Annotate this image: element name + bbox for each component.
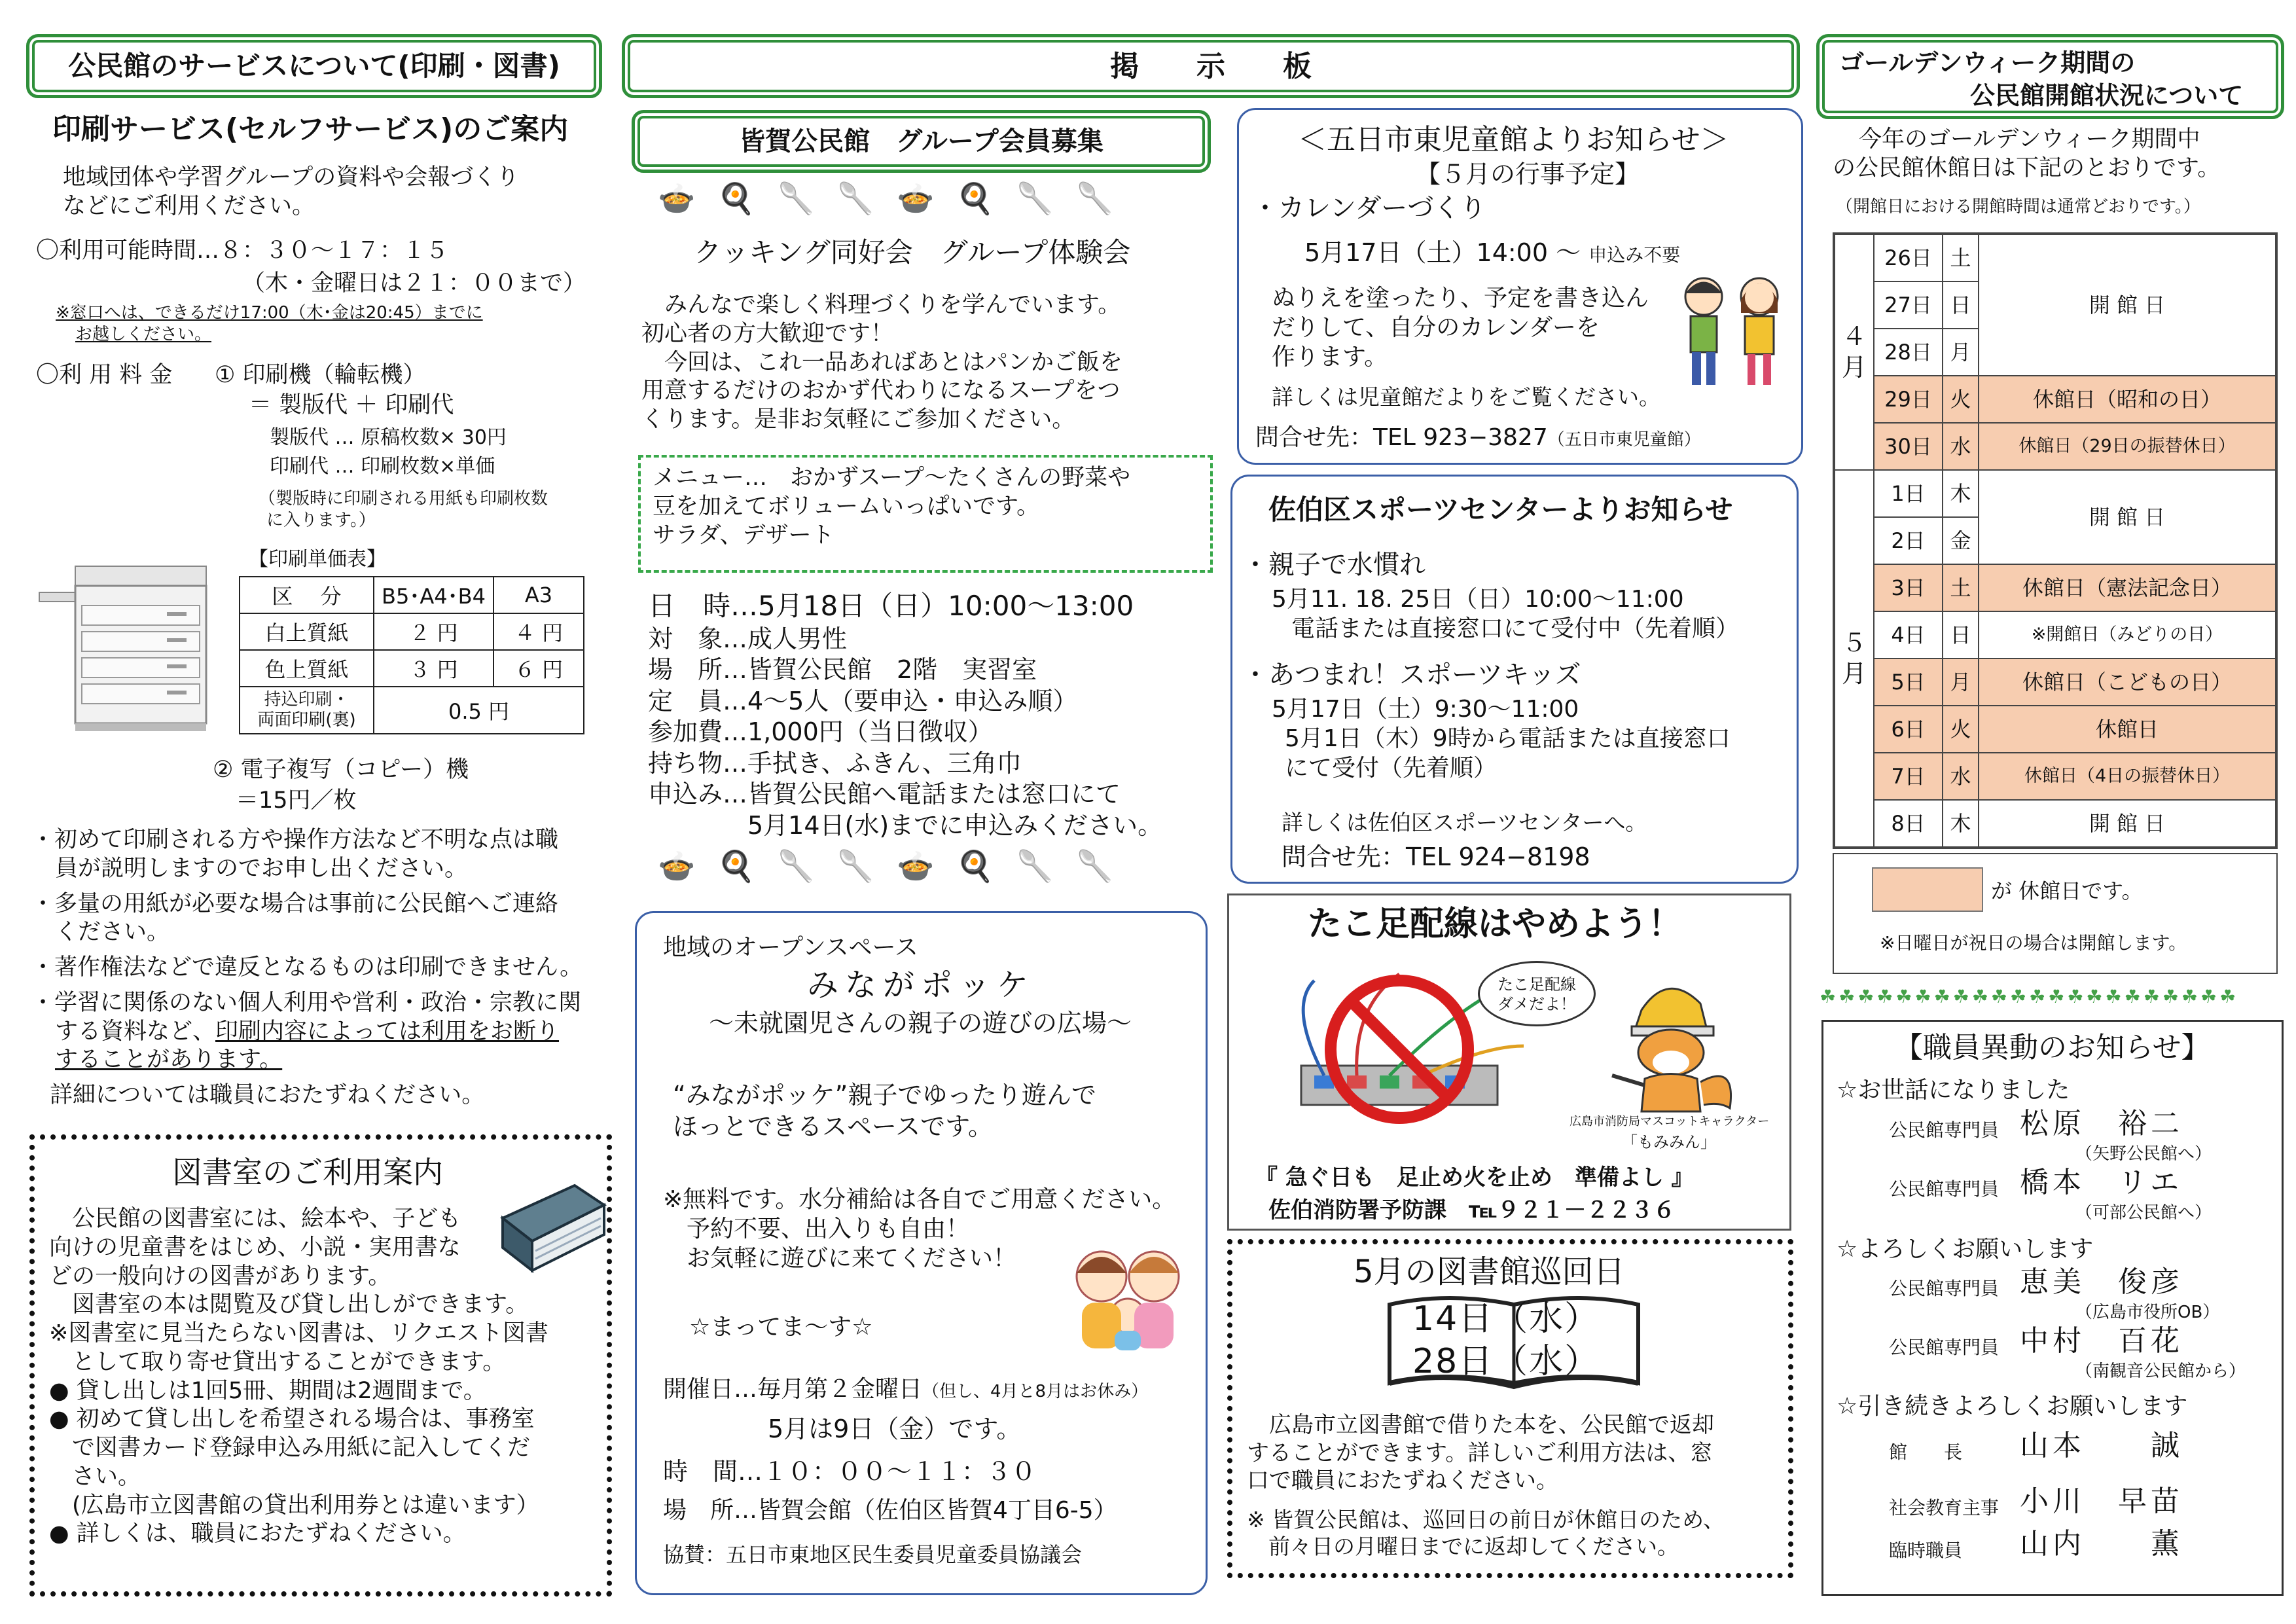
calendar-weekday: 木: [1943, 800, 1979, 847]
calendar-status: 休館日（29日の振替休日）: [1979, 423, 2276, 470]
left-header: 公民館のサービスについて(印刷・図書): [26, 34, 602, 98]
open-space-box: [635, 911, 1208, 1595]
staff-note: （可部公民館へ）: [2075, 1203, 2212, 1223]
bullet-line: することがあります。: [55, 1047, 283, 1074]
fee-item2: ② 電子複写（コピー）機: [213, 757, 469, 783]
calendar-date: 2日: [1874, 517, 1943, 564]
calendar-date: 8日: [1874, 800, 1943, 847]
free-line: ※無料です。水分補給は各自でご用意ください。: [663, 1186, 1176, 1213]
price-header-cell: B5･A4･B4: [374, 577, 493, 613]
price-cell: ４ 円: [493, 613, 584, 650]
table-row: [240, 687, 584, 734]
print-intro: [39, 164, 602, 221]
calendar-time-text: 5月17日（土）14:00 ～: [1304, 238, 1581, 267]
cooking-details: [648, 589, 1162, 841]
calendar-desc: [1272, 283, 1649, 372]
sports-ev1: ・親子で水慣れ: [1242, 550, 1426, 580]
spatula-icon: 🥄: [777, 181, 815, 216]
sports-detail: 詳しくは佐伯区スポーツセンターへ。: [1282, 810, 1647, 835]
detail-line: 場 所…皆賀公民館 2階 実習室: [648, 655, 1037, 684]
staff-entry: [1823, 1323, 2183, 1359]
calendar-status: ※開館日（みどりの日）: [1979, 611, 2276, 659]
staff-role: 公民館専門員: [1889, 1337, 2000, 1358]
tour-line: 広島市立図書館で借りた本を、公民館で返却: [1247, 1412, 1714, 1438]
table-row: [1835, 800, 2276, 847]
open-space-name: みながポッケ: [807, 967, 1035, 1003]
sports-line: にて受付（先着順）: [1285, 755, 1498, 782]
library-line: 向けの児童書をはじめ、小説・実用書な: [49, 1234, 461, 1261]
staff-role: 館 長: [1889, 1441, 1963, 1463]
calendar-status: 休館日（昭和の日）: [1979, 376, 2276, 423]
cooking-icons-bottom: [658, 848, 1113, 886]
library-line: さい。: [49, 1463, 141, 1490]
legend-box: [1833, 853, 2278, 974]
hours-note-line: ※窓口へは、できるだけ17:00（木･金は20:45）までに: [56, 303, 483, 323]
calendar-date: 30日: [1874, 423, 1943, 470]
library-line: 図書室の本は閲覧及び貸し出しができます。: [49, 1291, 529, 1318]
table-row: [1835, 706, 2276, 753]
mascot-name: 「もみみん」: [1622, 1133, 1716, 1151]
bullet-line: ください。: [55, 919, 170, 946]
staff-role: 臨時職員: [1889, 1540, 1963, 1561]
table-row: [1835, 753, 2276, 800]
pan-icon: 🍳: [717, 848, 755, 884]
gw-intro: [1833, 126, 2220, 183]
table-row: [1835, 423, 2276, 470]
sports-line: 5月1日（木）9時から電話または直接窓口: [1285, 725, 1731, 752]
bullet-text-underlined: 印刷内容によっては利用をお断り: [215, 1018, 560, 1045]
calendar-weekday: 土: [1943, 564, 1979, 611]
fee-print: 印刷代 … 印刷枚数×単価: [270, 455, 495, 478]
tour-line: することができます。詳しいご利用方法は、窓: [1247, 1439, 1713, 1466]
staff-note: （広島市役所OB）: [2075, 1303, 2220, 1322]
mascot-caption: 広島市消防局マスコットキャラクター: [1570, 1115, 1770, 1128]
month-label-char: ４: [1841, 321, 1867, 351]
staff-note: （南観音公民館から）: [2075, 1362, 2246, 1381]
calendar-desc-line: だりして、自分のカレンダーを: [1272, 314, 1600, 341]
staff-sec1: ☆お世話になりました: [1837, 1077, 2070, 1104]
calendar-date: 29日: [1874, 376, 1943, 423]
menu-line: サラダ、デザート: [653, 522, 834, 549]
sports-line: 5月11. 18. 25日（日）10:00～11:00: [1272, 586, 1684, 613]
sponsor-line: 協賛：五日市東地区民生委員児童委員協議会: [663, 1542, 1083, 1567]
staff-name: 山本 誠: [2020, 1429, 2183, 1462]
details-line: 詳細については職員におたずねください。: [50, 1082, 485, 1108]
board-header: 掲 示 板: [622, 34, 1800, 98]
calendar-status: 休館日: [1979, 706, 2276, 753]
sports-title: 佐伯区スポーツセンターよりお知らせ: [1268, 494, 1733, 526]
calendar-date: 3日: [1874, 564, 1943, 611]
price-last-label: 両面印刷(裏): [257, 710, 356, 731]
cooking-line: くります。是非お気軽にご参加ください。: [641, 406, 1075, 433]
calendar-weekday: 金: [1943, 517, 1979, 564]
staff-name: 中村 百花: [2020, 1324, 2183, 1358]
price-table-title: 【印刷単価表】: [249, 548, 386, 571]
bullet-line: ・著作権法などで違反となるものは印刷できません。: [31, 954, 583, 981]
mascot-momimin-icon: [1596, 964, 1746, 1115]
children-contact: [1255, 423, 1701, 452]
calendar-weekday: 日: [1943, 611, 1979, 659]
library-line: ● 貸し出しは1回5冊、期間は2週間まで。: [49, 1377, 486, 1404]
price-header-cell: A3: [493, 577, 584, 613]
price-table: [239, 576, 584, 734]
ladle-icon: 🥄: [836, 181, 875, 216]
held-note: （但し、4月と8月はお休み）: [922, 1382, 1149, 1401]
fee-plate: 製版代 … 原稿枚数× 30円: [270, 426, 507, 449]
calendar-status: 開 館 日: [1979, 800, 2276, 847]
calendar-status: 休館日（こどもの日）: [1979, 659, 2276, 706]
tour-day: 14日（水）: [1412, 1299, 1600, 1339]
library-box: [29, 1134, 612, 1597]
sports-line: 5月17日（土）9:30～11:00: [1272, 696, 1579, 723]
sports-ev2: ・あつまれ！スポーツキッズ: [1242, 660, 1581, 690]
library-line: として取り寄せ貸出することができます。: [49, 1348, 506, 1375]
price-cell: 色上質紙: [240, 650, 374, 687]
fee-item2-price: ＝15円／枚: [236, 787, 357, 814]
spatula-icon: 🥄: [777, 848, 815, 884]
pan-icon: 🍳: [956, 848, 994, 884]
calendar-weekday: 火: [1943, 376, 1979, 423]
price-cell: ２ 円: [374, 613, 493, 650]
calendar-weekday: 月: [1943, 659, 1979, 706]
children-detail: 詳しくは児童館だよりをご覧ください。: [1272, 384, 1660, 410]
bullet-line: 員が説明しますのでお申し出ください。: [55, 855, 468, 882]
library-tour-text: [1247, 1411, 1714, 1495]
desc-line: “みながポッケ”親子でゆったり遊んで: [673, 1081, 1096, 1110]
calendar-time: [1304, 238, 1680, 269]
spatula-icon: 🥄: [1016, 181, 1054, 216]
time-line: 時 間…１０：００～１１：３０: [663, 1457, 1037, 1486]
children-illustration: [1674, 264, 1792, 395]
print-bullets: [31, 826, 607, 1110]
month-label-char: 月: [1841, 659, 1867, 688]
bubble-line: たこ足配線: [1498, 975, 1576, 994]
library-line: (広島市立図書館の貸出利用券とは違います）: [49, 1492, 539, 1519]
calendar-weekday: 水: [1943, 753, 1979, 800]
library-tour-note: [1247, 1506, 1725, 1561]
detail-line: 申込み…皆賀公民館へ電話または窓口にて: [648, 780, 1121, 808]
spatula-icon: 🥄: [1016, 848, 1054, 884]
group-title: 皆賀公民館 グループ会員募集: [632, 110, 1211, 173]
calendar-date: 5日: [1874, 659, 1943, 706]
staff-name: 橋本 リエ: [2020, 1166, 2183, 1199]
calendar-date: 6日: [1874, 706, 1943, 753]
table-row: [1835, 376, 2276, 423]
calendar-date: 1日: [1874, 470, 1943, 517]
bullet-text: する資料など、: [55, 1018, 216, 1045]
hours-line: 〇利用可能時間…８：３０～１７：１５: [36, 238, 449, 264]
pan-icon: 🍳: [717, 181, 755, 216]
pot-icon: 🍲: [897, 181, 935, 216]
bullet-line: ・多量の用紙が必要な場合は事前に公民館へご連絡: [31, 890, 559, 917]
print-service-title: 印刷サービス(セルフサービス)のご案内: [52, 113, 569, 146]
staff-entry: [1823, 1483, 2183, 1519]
fee-item1: ① 印刷機（輪転機）: [215, 362, 426, 388]
sports-contact: 問合せ先：TEL 924−8198: [1282, 842, 1590, 871]
detail-line: 持ち物…手拭き、ふきん、三角巾: [648, 748, 1022, 778]
calendar-weekday: 月: [1943, 329, 1979, 376]
clover-divider: ☘☘☘☘☘☘☘☘☘☘☘☘☘☘☘☘☘☘☘☘☘☘: [1820, 986, 2239, 1007]
calendar-weekday: 木: [1943, 470, 1979, 517]
intro-line: などにご利用ください。: [63, 192, 315, 219]
gw-header: [1816, 34, 2284, 119]
fire-slogan: 『 急ぐ日も 足止め火を止め 準備よし 』: [1255, 1164, 1694, 1191]
staff-name: 恵美 俊彦: [2020, 1265, 2183, 1299]
staff-entry: [1823, 1106, 2183, 1142]
mother-child-illustration: [1062, 1240, 1193, 1352]
library-line: ※図書室に見当たらない図書は、リクエスト図書: [49, 1320, 548, 1346]
calendar-table: [1834, 234, 2276, 848]
month-label: [1835, 470, 1874, 847]
hours-note-line: お越しください。: [75, 324, 212, 344]
calendar-weekday: 水: [1943, 423, 1979, 470]
fee-note-line: に入ります。）: [266, 510, 376, 530]
detail-line: 参加費…1,000円（当日徴収）: [648, 717, 993, 746]
cooking-title: クッキング同好会 グループ体験会: [694, 236, 1131, 268]
price-cell: 白上質紙: [240, 613, 374, 650]
staff-role: 公民館専門員: [1889, 1278, 2000, 1299]
price-header-row: [240, 577, 584, 613]
calendar-date: 7日: [1874, 753, 1943, 800]
calendar-status: 開 館 日: [1979, 470, 2276, 564]
library-line: ● 初めて貸し出しを希望される場合は、事務室: [49, 1406, 535, 1433]
table-row: [1835, 564, 2276, 611]
desc-line: ほっとできるスペースです。: [673, 1111, 994, 1141]
staff-role: 公民館専門員: [1889, 1178, 2000, 1200]
free-line: 予約不要、出入りも自由！: [663, 1216, 970, 1242]
gw-calendar: [1833, 232, 2278, 849]
pot-icon: 🍲: [658, 181, 696, 216]
cooking-line: 今回は、これ一品あればあとはパンかご飯を: [641, 349, 1123, 376]
detail-line: 対 象…成人男性: [648, 624, 848, 653]
ladle-icon: 🥄: [836, 848, 875, 884]
table-row: [1835, 470, 2276, 517]
held-may: 5月は9日（金）です。: [768, 1415, 1022, 1443]
staff-entry: [1823, 1428, 2183, 1464]
gw-header-line: ゴールデンウィーク期間の: [1839, 48, 2136, 77]
library-line: で図書カード登録申込み用紙に記入してくだ: [49, 1435, 531, 1461]
ladle-icon: 🥄: [1075, 181, 1114, 216]
table-row: [240, 650, 584, 687]
library-tour-days: [1412, 1298, 1600, 1383]
price-cell: [240, 687, 374, 734]
legend-note: ※日曜日が祝日の場合は開館します。: [1880, 932, 2187, 954]
intro-line: 地域団体や学習グループの資料や会報づくり: [63, 164, 520, 190]
children-center-box: [1237, 108, 1803, 465]
fee-note: [259, 488, 548, 531]
open-space-desc: [673, 1080, 1096, 1142]
pan-icon: 🍳: [956, 181, 994, 216]
calendar-nores: 申込み不要: [1588, 244, 1681, 266]
staff-name: 松原 裕二: [2020, 1107, 2183, 1140]
tour-note-line: 前々日の月曜日までに返却してください。: [1247, 1534, 1679, 1560]
tako-title: たこ足配線はやめよう！: [1308, 905, 1683, 944]
month-label-char: ５: [1841, 628, 1867, 657]
calendar-status: 開 館 日: [1979, 234, 2276, 376]
menu-line: メニュー… おかずスープ～たくさんの野菜や: [653, 465, 1131, 491]
bullet-line: ・学習に関係のない個人利用や営利・政治・宗教に関: [31, 989, 582, 1016]
gw-intro-line: の公民館休館日は下記のとおりです。: [1833, 154, 2221, 181]
library-text: [49, 1205, 548, 1549]
price-cell: ６ 円: [493, 650, 584, 687]
cooking-icons-top: [658, 180, 1113, 218]
calendar-status: 休館日（憲法記念日）: [1979, 564, 2276, 611]
held-line: [663, 1375, 1148, 1404]
calendar-desc-line: 作ります。: [1272, 344, 1388, 370]
cooking-line: 初心者の方大歓迎です！: [641, 320, 894, 347]
staff-note: （矢野公民館へ）: [2075, 1144, 2212, 1164]
price-cell: 0.5 円: [374, 687, 584, 734]
calendar-date: 27日: [1874, 281, 1943, 329]
calendar-weekday: 火: [1943, 706, 1979, 753]
hours-note: [56, 302, 483, 345]
staff-name: 山内 薫: [2020, 1527, 2183, 1561]
table-row: [1835, 659, 2276, 706]
staff-role: 社会教育主事: [1889, 1497, 2000, 1519]
gw-intro-line: 今年のゴールデンウィーク期間中: [1859, 126, 2200, 153]
fee-label: 〇利 用 料 金: [36, 362, 173, 388]
table-row: [1835, 234, 2276, 281]
ladle-icon: 🥄: [1075, 848, 1114, 884]
library-line: 公民館の図書室には、絵本や、子ども: [49, 1206, 461, 1232]
legend-swatch: [1872, 867, 1983, 912]
calendar-event: ・カレンダーづくり: [1252, 193, 1486, 223]
bullet-line: ・初めて印刷される方や操作方法など不明な点は職: [31, 827, 559, 853]
fee-formula: ＝ 製版代 ＋ 印刷代: [249, 392, 454, 418]
matteru: ☆まってま～す☆: [689, 1314, 873, 1341]
library-line: ● 詳しくは、職員におたずねください。: [49, 1521, 466, 1547]
contact-text: 問合せ先：TEL 923−3827: [1255, 424, 1548, 451]
tour-line: 口で職員におたずねください。: [1247, 1468, 1558, 1494]
month-label: [1835, 234, 1874, 470]
sports-ev2-text: [1272, 695, 1731, 783]
staff-box: [1821, 1020, 2284, 1596]
library-tour-title: 5月の図書館巡回日: [1354, 1254, 1625, 1290]
staff-title: 【職員異動のお知らせ】: [1894, 1031, 2210, 1064]
bubble-line: ダメだよ！: [1498, 995, 1576, 1013]
children-title: ＜五日市東児童館よりお知らせ＞: [1298, 123, 1729, 156]
sports-center-box: [1230, 475, 1799, 884]
price-cell: ３ 円: [374, 650, 493, 687]
staff-name: 小川 早苗: [2020, 1485, 2183, 1518]
price-last-label: 持込印刷・: [264, 690, 350, 710]
pot-icon: 🍲: [658, 848, 696, 884]
table-row: [240, 613, 584, 650]
gw-note: （開館日における開館時間は通常どおりです。）: [1836, 197, 2200, 217]
menu-line: 豆を加えてボリュームいっぱいです。: [653, 493, 1040, 520]
library-title: 図書室のご利用案内: [172, 1155, 443, 1190]
place-line: 場 所…皆賀会館（佐伯区皆賀4丁目6-5）: [663, 1497, 1117, 1524]
calendar-date: 28日: [1874, 329, 1943, 376]
contact-note: （五日市東児童館）: [1547, 430, 1701, 450]
pot-icon: 🍲: [897, 848, 935, 884]
menu-box: [638, 455, 1213, 573]
speech-bubble: [1478, 961, 1596, 1026]
detail-line: 日 時…5月18日（日）10:00～13:00: [648, 590, 1134, 622]
cooking-line: みんなで楽しく料理づくりを学んでいます。: [641, 292, 1121, 318]
calendar-date: 26日: [1874, 234, 1943, 281]
table-row: [1835, 611, 2276, 659]
calendar-status: 休館日（4日の振替休日）: [1979, 753, 2276, 800]
legend-text: が 休館日です。: [1991, 878, 2143, 903]
library-tour-box: [1227, 1239, 1793, 1578]
hours-sub: （木・金曜日は２１：００まで）: [242, 270, 586, 297]
cooking-text: [641, 291, 1122, 435]
printer-illustration: [36, 560, 232, 736]
bullet-line: [31, 1018, 607, 1047]
calendar-weekday: 土: [1943, 234, 1979, 281]
staff-sec3: ☆引き続きよろしくお願いします: [1837, 1393, 2188, 1420]
held-main: 開催日…毎月第２金曜日: [663, 1376, 923, 1403]
staff-entry: [1823, 1526, 2183, 1562]
fire-dept: 佐伯消防署予防課 ℡９２１－２２３６: [1268, 1197, 1676, 1223]
staff-entry: [1823, 1264, 2183, 1300]
library-line: どの一般向けの図書があります。: [49, 1263, 391, 1290]
calendar-date: 4日: [1874, 611, 1943, 659]
detail-line: 定 員…4～5人（要申込・申込み順）: [648, 686, 1078, 715]
sports-ev1-text: [1272, 585, 1739, 643]
children-sub: 【５月の行事予定】: [1416, 160, 1640, 189]
open-space-pre: 地域のオープンスペース: [663, 934, 918, 961]
price-header-cell: 区 分: [240, 577, 374, 613]
cooking-line: 用意するだけのおかず代わりになるスープをつ: [641, 378, 1121, 405]
sports-line: 電話または直接窓口にて受付中（先着順）: [1291, 615, 1740, 642]
gw-header-line: 公民館開館状況について: [1970, 81, 2244, 110]
tour-day: 28日（水）: [1412, 1342, 1600, 1381]
staff-role: 公民館専門員: [1889, 1119, 2000, 1141]
month-label-char: 月: [1841, 353, 1867, 382]
detail-line: 5月14日(水)までに申込みください。: [648, 810, 1163, 840]
tako-box: [1227, 893, 1791, 1231]
free-line: お気軽に遊びに来てください！: [663, 1245, 1017, 1272]
calendar-weekday: 日: [1943, 281, 1979, 329]
open-space-sub: ～未就園児さんの親子の遊びの広場～: [709, 1009, 1132, 1038]
fee-note-line: （製版時に印刷される用紙も印刷枚数: [259, 489, 548, 509]
staff-entry: [1823, 1164, 2183, 1200]
staff-sec2: ☆よろしくお願いします: [1837, 1236, 2094, 1263]
tour-note-line: ※ 皆賀公民館は、巡回日の前日が休館日のため、: [1247, 1507, 1725, 1532]
calendar-desc-line: ぬりえを塗ったり、予定を書き込ん: [1272, 285, 1649, 312]
